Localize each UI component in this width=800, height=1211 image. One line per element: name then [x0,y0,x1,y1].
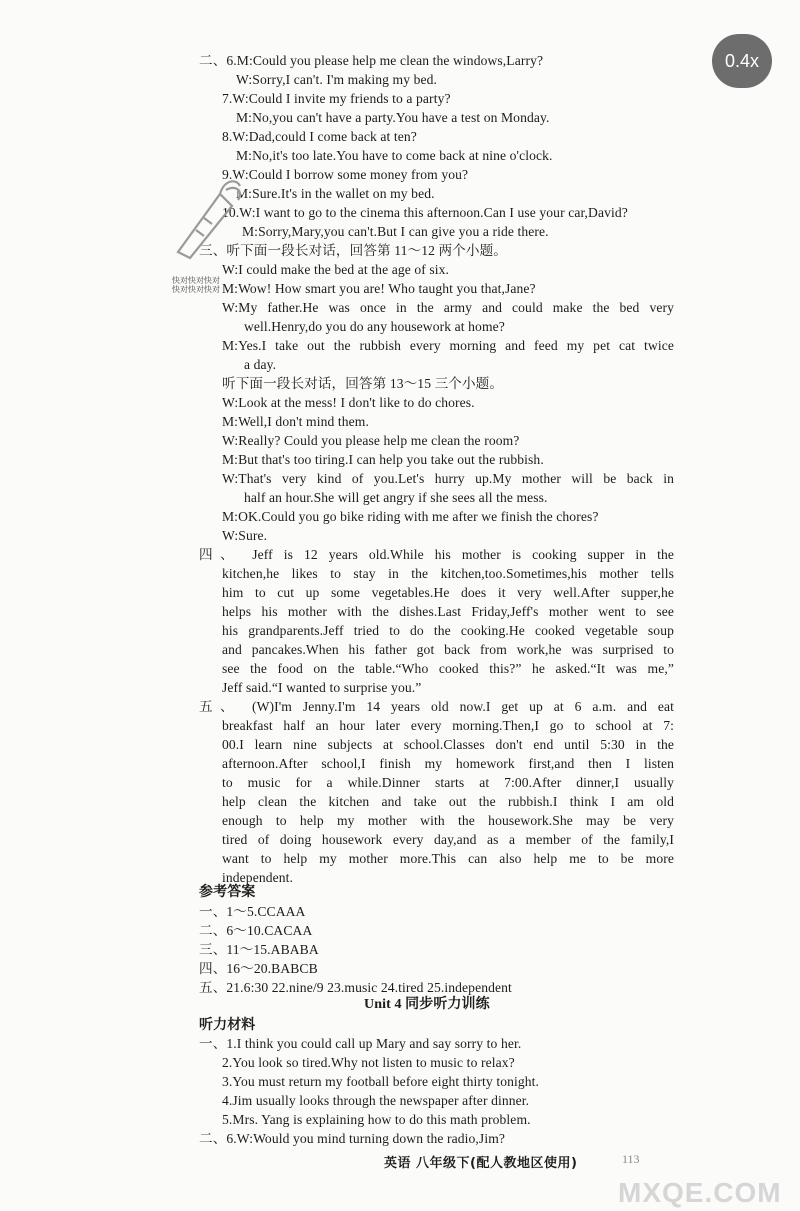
text-line: 三、11～15.ABABA [199,942,319,957]
text-line: 00.I learn nine subjects at school.Classes don't end until 5:30 in the [222,737,674,752]
text-line: Unit 4 同步听力训练 [364,997,490,1012]
text-line: his grandparents.Jeff tried to do the cooking.He cooked vegetable soup [222,623,674,638]
stamp-caption-2: 快对快对快对 [172,285,220,294]
text-line: 听力材料 [199,1018,256,1033]
text-line: 7.W:Could I invite my friends to a party? [222,91,451,106]
text-line: see the food on the table.“Who cooked this?” he asked.“It was me,” [222,661,674,676]
text-line: 参考答案 [199,885,256,900]
text-line: 9.W:Could I borrow some money from you? [222,167,469,182]
text-line: helps his mother with the dishes.Last Friday,Jeff's mother went to see [222,604,674,619]
text-line: 三、听下面一段长对话，回答第 11～12 两个小题。 [199,243,507,258]
text-line: Jeff said.“I wanted to surprise you.” [222,680,422,695]
watermark-text: MXQE.COM [618,1177,782,1208]
text-line: 10.W:I want to go to the cinema this afternoon.Can I use your car,David? [222,205,628,220]
text-line: him to cut up some vegetables.He does it very well.After supper,he [222,585,674,600]
carrot-stamp-icon [166,160,246,270]
text-line: W:Sorry,I can't. I'm making my bed. [236,72,438,87]
text-line: 五、21.6:30 22.nine/9 23.music 24.tired 25.independent [199,980,512,995]
text-line: help clean the kitchen and take out the rubbish.I think I am old [222,794,674,809]
text-line: W:That's very kind of you.Let's hurry up.My mother will be back in [222,471,674,486]
text-line: 四、 Jeff is 12 years old.While his mother is cooking supper in the [199,547,674,562]
text-line: 一、1～5.CCAAA [199,904,306,919]
footer-title: 英语 八年级下(配人教地区使用) [384,1156,578,1171]
page-number: 113 [622,1152,640,1166]
text-line: M:But that's too tiring.I can help you take out the rubbish. [222,452,544,467]
text-line: M:No,you can't have a party.You have a test on Monday. [236,110,550,125]
text-line: independent. [222,870,294,885]
text-line: half an hour.She will get angry if she sees all the mess. [244,490,548,505]
text-line: a day. [244,357,277,372]
text-line: breakfast half an hour later every morning.Then,I go to school at 7: [222,718,674,733]
text-line: M:Wow! How smart you are! Who taught you that,Jane? [222,281,536,296]
stamp-caption-1: 快对快对快对 [172,276,220,285]
text-line: W:I could make the bed at the age of six. [222,262,450,277]
text-line: to music for a while.Dinner starts at 7:00.After dinner,I usually [222,775,674,790]
text-line: enough to help my mother with the housework.She may be very [222,813,674,828]
text-line: W:Look at the mess! I don't like to do chores. [222,395,475,410]
text-line: 听下面一段长对话，回答第 13～15 三个小题。 [222,376,504,391]
text-line: W:Really? Could you please help me clean the room? [222,433,520,448]
text-line: 3.You must return my football before eight thirty tonight. [222,1074,540,1089]
text-line: tired of doing housework every day,and as a member of the family,I [222,832,674,847]
text-line: M:OK.Could you go bike riding with me after we finish the chores? [222,509,599,524]
text-line: M:Yes.I take out the rubbish every morning and feed my pet cat twice [222,338,674,353]
text-line: M:No,it's too late.You have to come back at nine o'clock. [236,148,553,163]
zoom-badge[interactable]: 0.4x [712,34,772,88]
text-line: 二、6.W:Would you mind turning down the radio,Jim? [199,1131,506,1146]
text-line: 5.Mrs. Yang is explaining how to do this math problem. [222,1112,531,1127]
text-line: 4.Jim usually looks through the newspaper after dinner. [222,1093,530,1108]
text-line: kitchen,he likes to stay in the kitchen,too.Sometimes,his mother tells [222,566,674,581]
text-line: M:Sorry,Mary,you can't.But I can give you a ride there. [242,224,549,239]
text-line: 2.You look so tired.Why not listen to music to relax? [222,1055,515,1070]
text-line: 四、16～20.BABCB [199,961,318,976]
stamp-logo [166,160,246,294]
text-line: want to help my mother more.This can also help me to be more [222,851,674,866]
text-line: 一、1.I think you could call up Mary and say sorry to her. [199,1036,522,1051]
text-line: W:My father.He was once in the army and could make the bed very [222,300,674,315]
text-line: M:Well,I don't mind them. [222,414,369,429]
text-line: and pancakes.When his father got back from work,he was surprised to [222,642,674,657]
text-line: W:Sure. [222,528,268,543]
text-line: 二、6～10.CACAA [199,923,313,938]
text-line: 五、 (W)I'm Jenny.I'm 14 years old now.I get up at 6 a.m. and eat [199,699,674,714]
text-line: afternoon.After school,I finish my homework first,and then I listen [222,756,674,771]
text-line: well.Henry,do you do any housework at home? [244,319,505,334]
text-line: 8.W:Dad,could I come back at ten? [222,129,417,144]
text-line: 二、6.M:Could you please help me clean the windows,Larry? [199,53,544,68]
text-line: M:Sure.It's in the wallet on my bed. [236,186,435,201]
